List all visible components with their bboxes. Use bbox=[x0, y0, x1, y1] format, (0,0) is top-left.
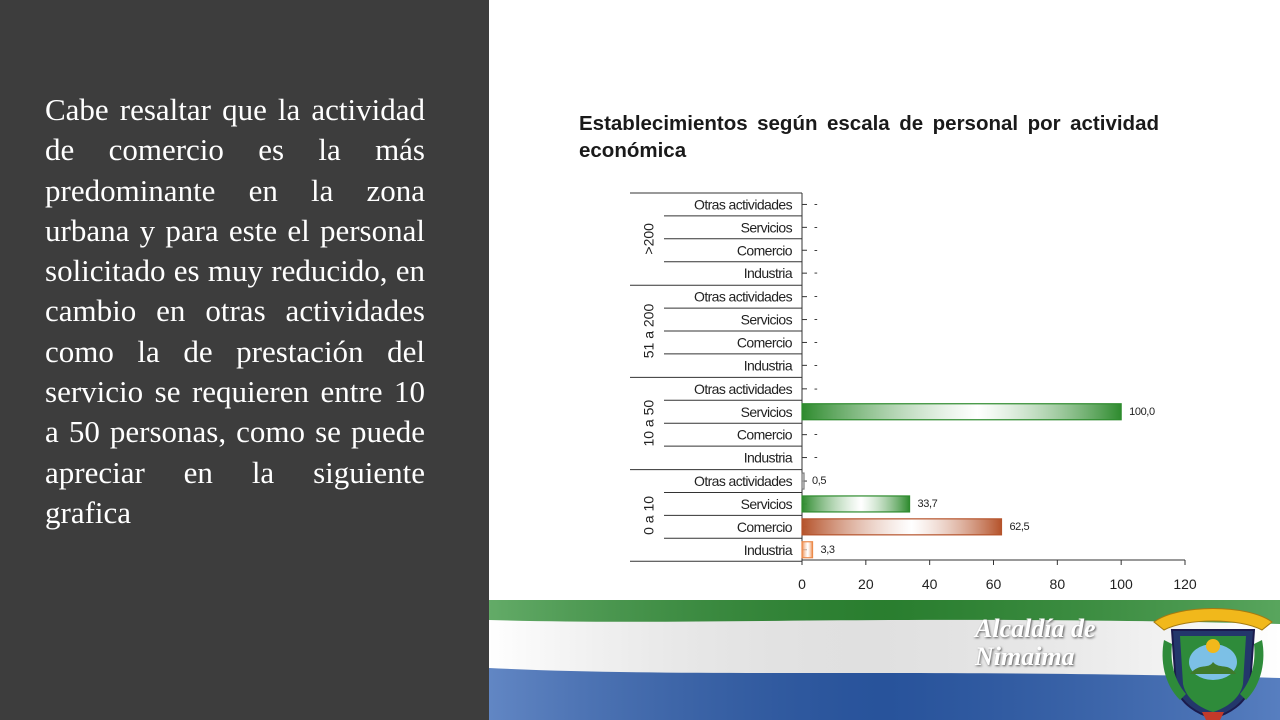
x-tick-label: 60 bbox=[985, 576, 1002, 592]
value-label: 33,7 bbox=[917, 497, 938, 510]
category-label: Servicios bbox=[740, 219, 792, 236]
x-tick-label: 40 bbox=[921, 576, 938, 592]
category-label: Industria bbox=[743, 265, 792, 282]
category-label: Comercio bbox=[736, 518, 792, 535]
value-label: - bbox=[814, 428, 818, 441]
value-label: - bbox=[814, 267, 818, 280]
category-label: Comercio bbox=[736, 334, 792, 351]
value-label: - bbox=[814, 244, 818, 257]
category-label: Otras actividades bbox=[694, 380, 792, 397]
chart-title: Establecimientos según escala de personal por actividad económica bbox=[579, 112, 1159, 162]
category-label: Servicios bbox=[740, 403, 792, 420]
bar bbox=[802, 473, 804, 489]
x-tick-label: 0 bbox=[798, 576, 806, 592]
x-tick-label: 100 bbox=[1109, 576, 1133, 592]
bar bbox=[802, 542, 813, 558]
value-label: - bbox=[814, 382, 818, 395]
category-label: Servicios bbox=[740, 311, 792, 328]
value-label: - bbox=[814, 198, 818, 211]
value-label: - bbox=[814, 336, 818, 349]
value-label: - bbox=[814, 313, 818, 326]
category-label: Industria bbox=[743, 541, 792, 558]
category-label: Servicios bbox=[740, 495, 792, 512]
group-label: 0 a 10 bbox=[640, 495, 657, 535]
value-label: 0,5 bbox=[812, 475, 827, 488]
category-label: Industria bbox=[743, 449, 792, 466]
group-label: >200 bbox=[640, 223, 657, 255]
value-label: 100,0 bbox=[1129, 405, 1155, 418]
x-tick-label: 120 bbox=[1173, 576, 1197, 592]
bar bbox=[802, 519, 1001, 535]
group-label: 10 a 50 bbox=[640, 399, 657, 447]
value-label: 3,3 bbox=[820, 543, 835, 556]
brand-text: Alcaldía de Nimaima bbox=[975, 614, 1096, 671]
group-label: 51 a 200 bbox=[640, 303, 657, 359]
value-label: - bbox=[814, 451, 818, 464]
bar bbox=[802, 404, 1121, 420]
nimaima-coat-of-arms-icon bbox=[1150, 600, 1276, 720]
value-label: - bbox=[814, 221, 818, 234]
left-text-panel bbox=[0, 0, 489, 720]
bar bbox=[802, 496, 910, 512]
category-label: Industria bbox=[743, 357, 792, 374]
category-label: Otras actividades bbox=[694, 288, 792, 305]
x-tick-label: 80 bbox=[1049, 576, 1066, 592]
category-label: Comercio bbox=[736, 242, 792, 259]
bar-chart bbox=[620, 185, 1220, 600]
category-label: Otras actividades bbox=[694, 196, 792, 213]
value-label: - bbox=[814, 290, 818, 303]
value-label: 62,5 bbox=[1009, 520, 1030, 533]
x-tick-label: 20 bbox=[858, 576, 874, 592]
category-label: Comercio bbox=[736, 426, 792, 443]
body-paragraph: Cabe resaltar que la actividad de comercio es la más predominante en la zona urbana y para este el personal solicitado es muy reducido, en cambio en otras actividades como la de prestación del servicio se requieren entre 10 a 50 personas, como se puede apreciar en la siguiente grafica bbox=[45, 92, 425, 530]
value-label: - bbox=[814, 359, 818, 372]
category-label: Otras actividades bbox=[694, 473, 792, 490]
